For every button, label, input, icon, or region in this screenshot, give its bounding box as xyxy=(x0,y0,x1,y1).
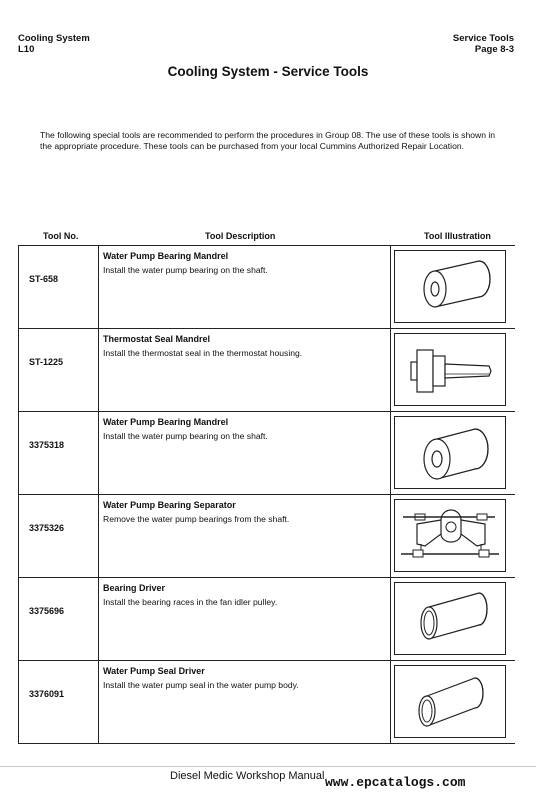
tool-number: 3375696 xyxy=(29,606,65,616)
tool-number-cell xyxy=(18,661,99,743)
engine-model: L10 xyxy=(18,44,35,55)
cylinder-mandrel-icon xyxy=(394,416,506,489)
tool-number: 3375326 xyxy=(29,523,65,533)
tool-number: ST-1225 xyxy=(29,357,64,367)
tool-illustration-cell xyxy=(390,661,515,743)
tool-description-cell xyxy=(103,250,393,276)
stepped-mandrel-icon xyxy=(394,333,506,406)
tool-usage: Install the water pump bearing on the shaft. xyxy=(103,265,268,275)
footer-text: Diesel Medic Workshop Manual xyxy=(170,770,325,782)
tool-name: Thermostat Seal Mandrel xyxy=(103,334,211,344)
tube-driver-icon xyxy=(394,582,506,655)
tool-usage: Install the water pump bearing on the shaft. xyxy=(103,431,268,441)
table-row xyxy=(18,412,515,495)
tool-number: 3375318 xyxy=(29,440,65,450)
tool-name: Water Pump Seal Driver xyxy=(103,666,205,676)
column-header-illustration: Tool Illustration xyxy=(424,231,491,241)
table-row xyxy=(18,329,515,412)
page-title: Cooling System - Service Tools xyxy=(167,64,369,79)
table-row xyxy=(18,661,515,744)
tool-name: Water Pump Bearing Mandrel xyxy=(103,417,229,427)
page-number: Page 8-3 xyxy=(474,44,514,55)
cylinder-mandrel-icon xyxy=(394,250,506,323)
tool-name: Water Pump Bearing Separator xyxy=(103,500,236,510)
tool-description-cell xyxy=(103,333,393,359)
header-left xyxy=(18,33,90,55)
tool-number: ST-658 xyxy=(29,274,59,284)
tool-number-cell xyxy=(18,495,99,577)
tool-usage: Install the bearing races in the fan idler pulley. xyxy=(103,597,278,607)
tool-number-cell xyxy=(18,329,99,411)
tool-usage: Install the thermostat seal in the thermostat housing. xyxy=(103,348,303,358)
table-row xyxy=(18,495,515,578)
tool-usage: Install the water pump seal in the water pump body. xyxy=(103,680,299,690)
tools-table xyxy=(18,245,515,744)
bearing-separator-icon xyxy=(394,499,506,572)
column-header-description: Tool Description xyxy=(205,231,276,241)
section-name: Cooling System xyxy=(18,33,90,44)
tool-description-cell xyxy=(103,582,393,608)
column-header-tool-no: Tool No. xyxy=(43,231,79,241)
chapter-name: Service Tools xyxy=(452,33,514,44)
tool-illustration-cell xyxy=(390,246,515,328)
tube-driver-icon xyxy=(394,665,506,738)
footer-watermark: www.epcatalogs.com xyxy=(325,775,466,790)
tool-illustration-cell xyxy=(390,412,515,494)
tool-name: Water Pump Bearing Mandrel xyxy=(103,251,229,261)
tool-description-cell xyxy=(103,499,393,525)
intro-paragraph: The following special tools are recommended to perform the procedures in Group 08. The use of these tools is shown in the appropriate procedure. These tools can be purchased from your local Cummins Authorized Repair Location. xyxy=(40,130,496,151)
table-row xyxy=(18,578,515,661)
tool-usage: Remove the water pump bearings from the shaft. xyxy=(103,514,290,524)
tool-illustration-cell xyxy=(390,578,515,660)
footer-divider xyxy=(0,766,536,767)
tool-number: 3376091 xyxy=(29,689,65,699)
tool-number-cell xyxy=(18,578,99,660)
tool-name: Bearing Driver xyxy=(103,583,166,593)
header-right xyxy=(453,33,514,55)
table-row xyxy=(18,246,515,329)
tool-illustration-cell xyxy=(390,495,515,577)
tool-description-cell xyxy=(103,416,393,442)
tool-description-cell xyxy=(103,665,393,691)
tool-number-cell xyxy=(18,412,99,494)
tool-number-cell xyxy=(18,246,99,328)
tool-illustration-cell xyxy=(390,329,515,411)
